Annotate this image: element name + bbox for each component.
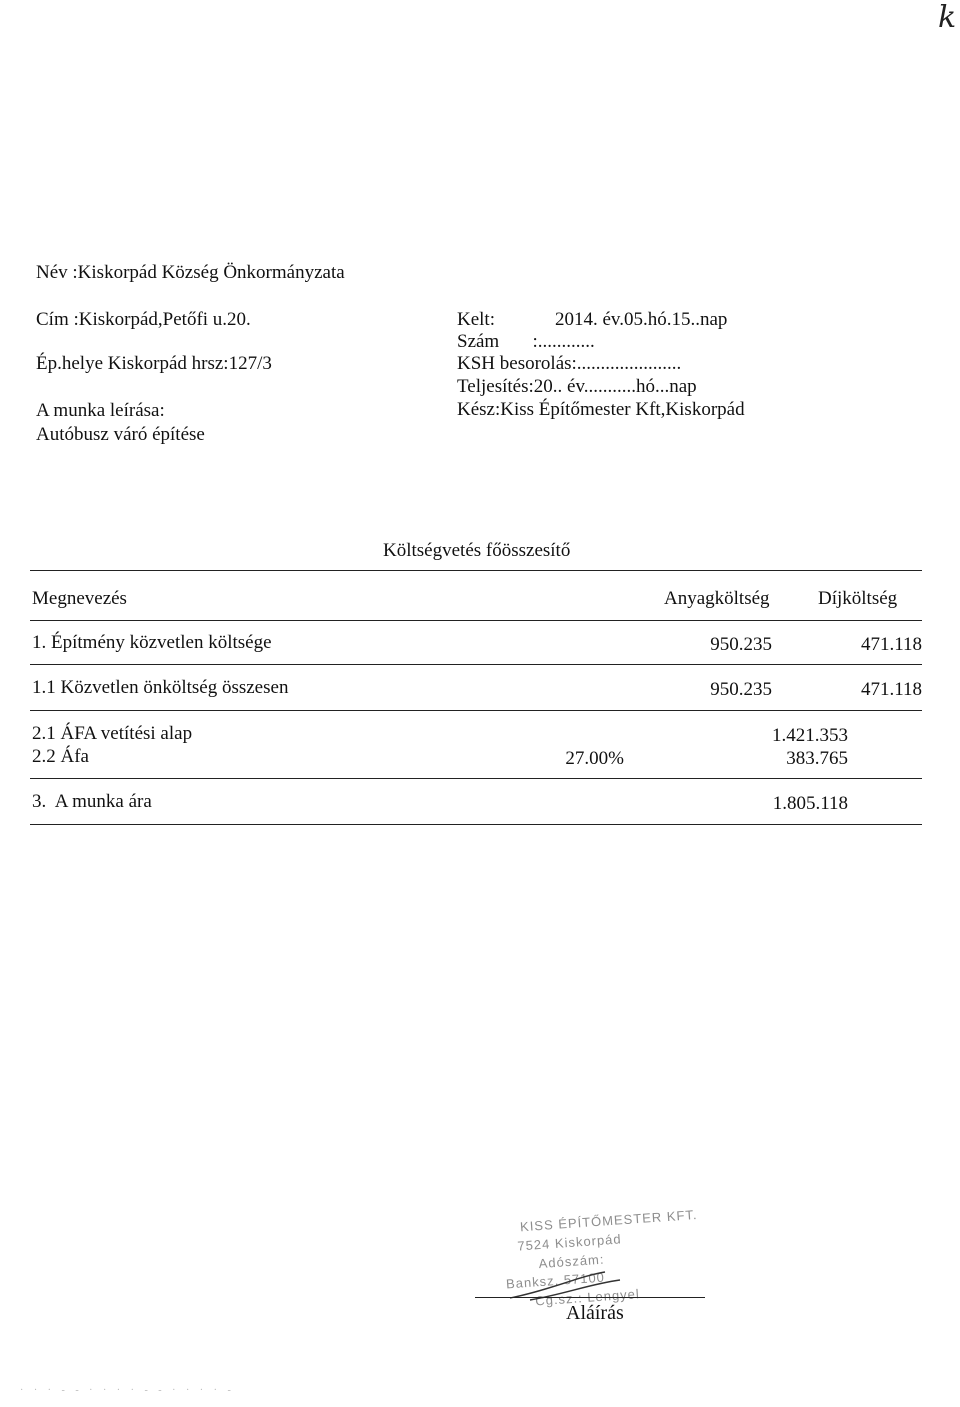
row-2-1-value: 1.421.353 bbox=[772, 725, 848, 746]
work-description-label: A munka leírása: bbox=[36, 400, 165, 421]
row-3-value: 1.805.118 bbox=[772, 793, 848, 814]
signature-label: Aláírás bbox=[566, 1302, 624, 1324]
row-1-fee: 471.118 bbox=[860, 634, 922, 655]
client-address: Cím :Kiskorpád,Petőfi u.20. bbox=[36, 309, 251, 330]
row-1-label: 1. Építmény közvetlen költsége bbox=[32, 632, 272, 653]
stamp-line-3: Adószám: bbox=[538, 1251, 605, 1272]
row-2-2-rate: 27.00% bbox=[565, 748, 624, 769]
header-rule bbox=[30, 620, 922, 621]
row-1-1-material: 950.235 bbox=[710, 679, 772, 700]
client-name: Név :Kiskorpád Község Önkormányzata bbox=[36, 262, 345, 283]
row-3-label: 3. A munka ára bbox=[32, 791, 152, 812]
row-2-2-label: 2.2 Áfa bbox=[32, 746, 89, 767]
stamp-line-4: Banksz. 57100 bbox=[505, 1269, 606, 1292]
document-number: Szám :............ bbox=[457, 331, 595, 352]
contractor: Kész:Kiss Építőmester Kft,Kiskorpád bbox=[457, 399, 745, 420]
row-1-rule bbox=[30, 664, 922, 665]
row-1-1-rule bbox=[30, 710, 922, 711]
table-top-rule bbox=[30, 570, 922, 571]
margin-handwritten-mark: k bbox=[938, 0, 957, 35]
completion-date: Teljesítés:20.. év...........hó...nap bbox=[457, 376, 697, 397]
work-description-value: Autóbusz váró építése bbox=[36, 424, 205, 445]
date-label: Kelt: bbox=[457, 309, 495, 330]
column-header-name: Megnevezés bbox=[32, 588, 127, 609]
date-value: 2014. év.05.hó.15..nap bbox=[555, 309, 728, 330]
row-2-rule bbox=[30, 778, 922, 779]
ksh-classification: KSH besorolás:...................... bbox=[457, 353, 682, 374]
row-1-1-label: 1.1 Közvetlen önköltség összesen bbox=[32, 677, 289, 698]
row-1-material: 950.235 bbox=[710, 634, 772, 655]
table-bottom-rule bbox=[30, 824, 922, 825]
stamp-line-1: KISS ÉPÍTŐMESTER KFT. bbox=[519, 1206, 698, 1235]
stamp-line-2: 7524 Kiskorpád bbox=[516, 1231, 623, 1254]
stamp-line-5: Cg.sz.: Lengyel bbox=[534, 1286, 641, 1309]
row-2-2-value: 383.765 bbox=[786, 748, 848, 769]
column-header-material: Anyagköltség bbox=[664, 588, 770, 609]
signature-line bbox=[475, 1297, 705, 1298]
site-location: Ép.helye Kiskorpád hrsz:127/3 bbox=[36, 353, 272, 374]
row-1-1-fee: 471.118 bbox=[860, 679, 922, 700]
row-2-1-label: 2.1 ÁFA vetítési alap bbox=[32, 723, 193, 744]
summary-title: Költségvetés főösszesítő bbox=[383, 540, 571, 561]
column-header-fee: Díjköltség bbox=[818, 588, 898, 609]
scan-noise: · · · - - · · · · - - · · · · - bbox=[20, 1385, 235, 1396]
